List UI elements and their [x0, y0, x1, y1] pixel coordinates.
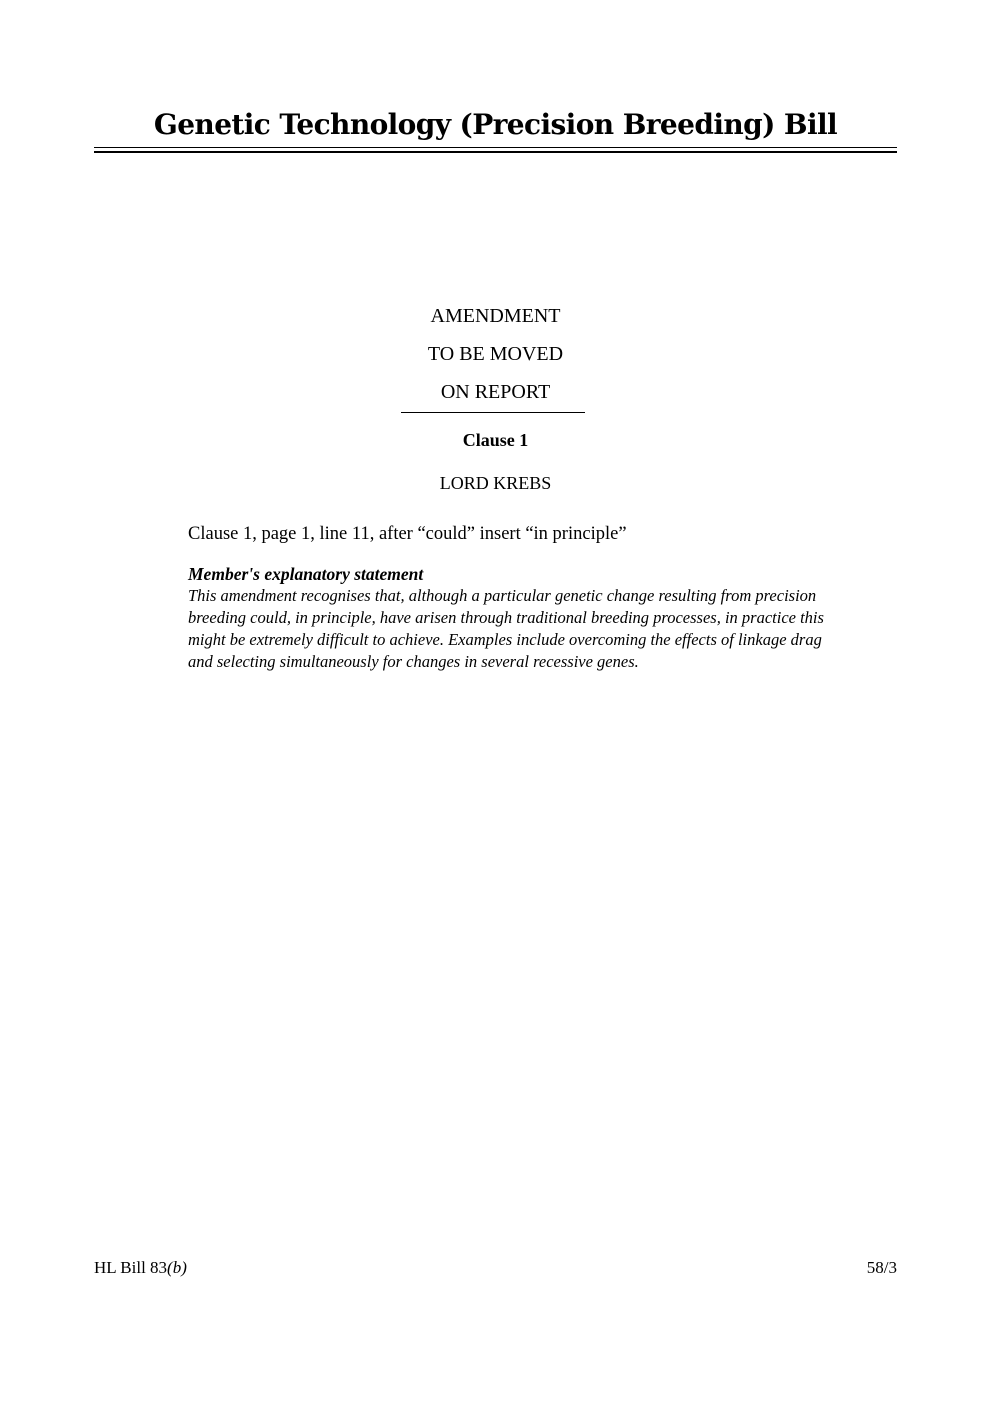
page-title: Genetic Technology (Precision Breeding) Bill: [153, 108, 838, 141]
explanatory-statement-body: [188, 585, 900, 673]
amendment-text: Clause 1, page 1, line 11, after “could” insert “in principle”: [188, 524, 627, 544]
explanatory-statement-line: might be extremely difficult to achieve. Examples include overcoming the effects of linkage drag: [188, 630, 822, 649]
explanatory-statement-line: breeding could, in principle, have arisen through traditional breeding processes, in practice this: [188, 608, 824, 627]
title-rule-thick: [94, 151, 897, 153]
explanatory-statement-heading: Member's explanatory statement: [188, 564, 424, 584]
member-name: LORD KREBS: [439, 473, 552, 493]
clause-heading: Clause 1: [462, 430, 529, 450]
motion-block: [0, 301, 991, 415]
motion-rule: [401, 412, 585, 413]
bill-reference-suffix: (b): [167, 1258, 187, 1277]
bill-reference: [94, 1257, 187, 1279]
title-rule-thin: [94, 147, 897, 148]
explanatory-statement-line: and selecting simultaneously for changes in several recessive genes.: [188, 652, 639, 671]
motion-line-amendment: AMENDMENT: [430, 305, 561, 327]
bill-reference-number: HL Bill 83: [94, 1258, 168, 1277]
motion-line-to-be-moved: TO BE MOVED: [427, 343, 564, 365]
explanatory-statement-line: This amendment recognises that, although a particular genetic change resulting from precision: [188, 586, 817, 605]
motion-line-on-report: ON REPORT: [440, 381, 551, 403]
page-reference: 58/3: [866, 1258, 897, 1277]
